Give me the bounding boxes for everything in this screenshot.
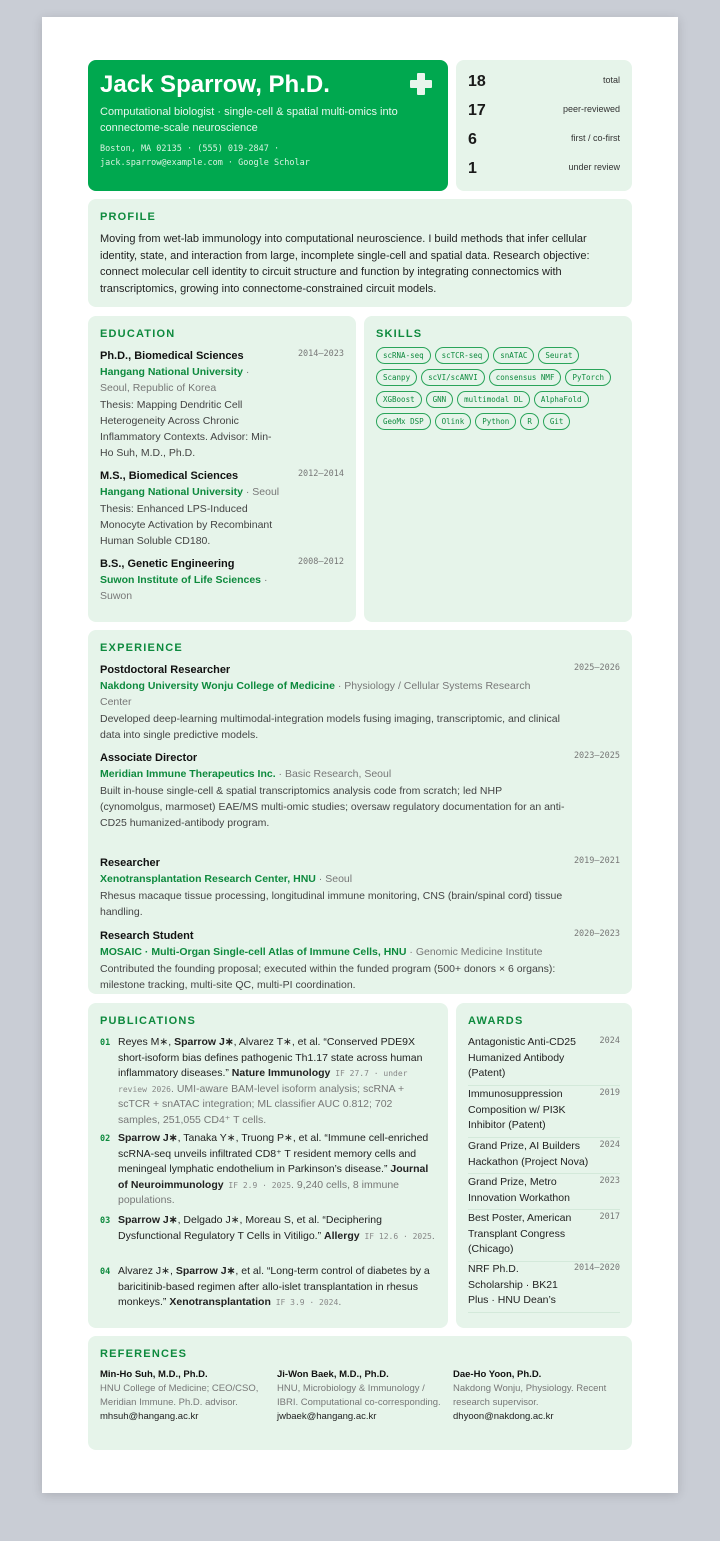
- location: · Seoul: [315, 873, 353, 885]
- publication-title: “Immune cell-enriched scRNA-seq unveils infiltrated CD8⁺ T resident memory cells and meningeal lymphatic endothelium in Parkinson’s disease.”: [118, 1132, 429, 1175]
- institution: MOSAIC · Multi-Organ Single-cell Atlas of Immune Cells, HNU: [100, 946, 407, 958]
- location: · Genomic Medicine Institute: [406, 946, 543, 958]
- education-item: [100, 468, 344, 549]
- impact-meta: IF 27.7 · under review 2026: [118, 1069, 408, 1094]
- profile-text: Moving from wet-lab immunology into computational neuroscience. I build methods that infer cellular identity, state, and interaction from large, incomplete single-cell and spatial data. Research objective: connect molecular cell identity to circuit structure and function by integrating connectomics with transcriptomics, growing into connectome-constrained circuit models.: [100, 233, 590, 295]
- skill-chip: Seurat: [538, 347, 579, 364]
- authors-rest: , Tanaka Y∗, Truong P∗, et al.: [177, 1132, 325, 1144]
- experience-item: [100, 662, 620, 743]
- award-year: 2024: [599, 1036, 620, 1046]
- publication-notes: . UMI-aware BAM-level isoform analysis; scRNA + scTCR + snATAC integration; ML classifier AUC 0.812; 702 samples, 251,055 CD4⁺ T cells.: [118, 1082, 405, 1126]
- job-description: Developed deep-learning multimodal-integration models fusing imaging, transcriptomic, and clinical data into single predictive models.: [100, 713, 560, 741]
- publication-number: 02: [100, 1134, 111, 1144]
- self-author: Sparrow J∗: [118, 1214, 178, 1226]
- award-item: [468, 1262, 620, 1313]
- reference-name: Ji-Won Baek, M.D., Ph.D.: [277, 1369, 389, 1380]
- section-title: EXPERIENCE: [100, 642, 183, 654]
- skill-chip: GNN: [426, 391, 454, 408]
- reference-item: [100, 1368, 266, 1424]
- self-author: Sparrow J∗: [174, 1036, 234, 1048]
- stat-value: 1: [468, 160, 477, 177]
- years: 2020–2023: [573, 929, 620, 939]
- publication-stats: [456, 60, 632, 191]
- skill-chip: GeoMx DSP: [376, 413, 431, 430]
- reference-name: Dae-Ho Yoon, Ph.D.: [453, 1369, 542, 1380]
- authors-rest: , et al.: [235, 1265, 267, 1277]
- stat-value: 17: [468, 102, 486, 119]
- award-title: NRF Ph.D. Scholarship · BK21 Plus · HNU Dean’s: [468, 1263, 558, 1306]
- education-item: [100, 556, 344, 604]
- award-year: 2024: [599, 1140, 620, 1150]
- location: · Basic Research, Seoul: [275, 768, 392, 780]
- stat-under-review: [468, 160, 620, 180]
- impact-meta: IF 12.6 · 2025: [359, 1231, 432, 1241]
- skills-section: [364, 316, 632, 622]
- degree: Ph.D., Biomedical Sciences: [100, 350, 244, 362]
- award-title: Antagonistic Anti-CD25 Humanized Antibody (Patent): [468, 1036, 576, 1079]
- reference-email[interactable]: mhsuh@hangang.ac.kr: [100, 1411, 199, 1422]
- skill-chip: scRNA-seq: [376, 347, 431, 364]
- job-role: Postdoctoral Researcher: [100, 664, 231, 676]
- award-year: 2023: [599, 1176, 620, 1186]
- reference-affiliation: HNU, Microbiology & Immunology / IBRI. Computational co-corresponding.: [277, 1383, 441, 1408]
- publication-item: [100, 1213, 436, 1244]
- skill-chip: Python: [475, 413, 516, 430]
- publication-item: [100, 1264, 436, 1311]
- skill-chip: PyTorch: [565, 369, 611, 386]
- publications-section: [88, 1003, 448, 1328]
- institution: Hangang National University: [100, 486, 243, 498]
- journal: Journal of Neuroimmunology: [118, 1163, 429, 1191]
- institution: Xenotransplantation Research Center, HNU: [100, 873, 316, 885]
- education-item: [100, 348, 344, 461]
- award-year: 2019: [599, 1088, 620, 1098]
- contact-line[interactable]: Boston, MA 02135 · (555) 019-2847 · jack.sparrow@example.com · Google Scholar: [100, 144, 310, 168]
- stat-total: [468, 73, 620, 93]
- stat-label: first / co-first: [571, 133, 620, 143]
- section-title: SKILLS: [376, 328, 423, 340]
- publication-title: “Conserved PDE9X short-isoform bias defines pathogenic Th1.17 state across human inflammatory diseases.”: [118, 1036, 423, 1079]
- journal: Xenotransplantation: [169, 1296, 271, 1308]
- award-title: Grand Prize, AI Builders Hackathon (Project Nova): [468, 1140, 589, 1168]
- institution: Suwon Institute of Life Sciences: [100, 574, 262, 586]
- award-item: [468, 1139, 620, 1174]
- award-title: Best Poster, American Transplant Congress (Chicago): [468, 1212, 572, 1255]
- skill-chip: consensus NMF: [489, 369, 562, 386]
- award-title: Grand Prize, Metro Innovation Workathon: [468, 1176, 570, 1204]
- years: 2014–2023: [297, 349, 344, 359]
- publication-item: [100, 1131, 436, 1209]
- institution: Meridian Immune Therapeutics Inc.: [100, 768, 276, 780]
- job-role: Research Student: [100, 930, 194, 942]
- experience-item: [100, 928, 620, 993]
- award-year: 2014–2020: [573, 1263, 620, 1273]
- publication-title: “Long-term control of diabetes by a baricitinib-based regimen after allo-islet transplantation in rhesus monkeys.”: [118, 1265, 430, 1308]
- stat-value: 6: [468, 131, 477, 148]
- journal: Nature Immunology: [231, 1067, 331, 1079]
- education-section: [88, 316, 356, 622]
- job-role: Associate Director: [100, 752, 198, 764]
- publication-notes: .: [431, 1229, 435, 1242]
- reference-affiliation: Nakdong Wonju, Physiology. Recent research supervisor.: [453, 1383, 607, 1408]
- reference-item: [453, 1368, 619, 1424]
- award-title: Immunosuppression Composition w/ PI3K Inhibitor (Patent): [468, 1088, 566, 1131]
- reference-email[interactable]: jwbaek@hangang.ac.kr: [277, 1411, 377, 1422]
- references-section: [88, 1336, 632, 1450]
- section-title: PROFILE: [100, 211, 157, 223]
- skill-chip: snATAC: [493, 347, 534, 364]
- thesis: Thesis: Mapping Dendritic Cell Heterogeneity Across Chronic Inflammatory Contexts. Advisor: Min-Ho Suh, M.D., Ph.D.: [100, 399, 272, 459]
- award-item: [468, 1175, 620, 1210]
- degree: M.S., Biomedical Sciences: [100, 470, 239, 482]
- tagline: Computational biologist · single-cell & spatial multi-omics into connectome-scale neuroscience: [100, 106, 398, 134]
- award-item: [468, 1087, 620, 1138]
- skill-chip: Scanpy: [376, 369, 417, 386]
- location: · Seoul, Republic of Korea: [100, 366, 250, 394]
- section-title: AWARDS: [468, 1015, 524, 1027]
- authors-rest: , Delgado J∗, Moreau S, et al.: [177, 1214, 323, 1226]
- authors: Alvarez J∗,: [118, 1265, 176, 1277]
- award-item: [468, 1035, 620, 1086]
- skill-chip: R: [520, 413, 539, 430]
- section-title: PUBLICATIONS: [100, 1015, 197, 1027]
- section-title: EDUCATION: [100, 328, 176, 340]
- stat-label: total: [602, 75, 620, 85]
- publication-number: 04: [100, 1267, 111, 1277]
- experience-section: [88, 630, 632, 994]
- resume-page: [42, 17, 678, 1493]
- skill-chip: multimodal DL: [457, 391, 530, 408]
- skill-chip: XGBoost: [376, 391, 422, 408]
- skill-chip: scVI/scANVI: [421, 369, 485, 386]
- experience-item: [100, 855, 620, 920]
- location: · Seoul: [242, 486, 280, 498]
- degree: B.S., Genetic Engineering: [100, 558, 235, 570]
- reference-item: [277, 1368, 443, 1424]
- award-item: [468, 1211, 620, 1262]
- skill-chip: Olink: [435, 413, 472, 430]
- journal: Allergy: [324, 1229, 360, 1242]
- section-title: REFERENCES: [100, 1348, 188, 1360]
- reference-email[interactable]: dhyoon@nakdong.ac.kr: [453, 1411, 554, 1422]
- stat-value: 18: [468, 73, 486, 90]
- authors: Reyes M∗,: [118, 1036, 175, 1048]
- medical-cross-icon: [410, 73, 432, 95]
- stat-label: peer-reviewed: [562, 104, 620, 114]
- self-author: Sparrow J∗: [118, 1132, 178, 1144]
- years: 2025–2026: [573, 663, 620, 673]
- years: 2019–2021: [573, 856, 620, 866]
- stat-peer-reviewed: [468, 102, 620, 122]
- years: 2008–2012: [297, 557, 344, 567]
- location: · Suwon: [100, 574, 268, 602]
- publication-title: “Deciphering Dysfunctional Regulatory T Cells in Vitiligo.”: [118, 1214, 382, 1242]
- awards-section: [456, 1003, 632, 1328]
- skill-chip: Git: [543, 413, 571, 430]
- years: 2012–2014: [297, 469, 344, 479]
- reference-affiliation: HNU College of Medicine; CEO/CSO, Meridian Immune. Ph.D. advisor.: [100, 1383, 259, 1408]
- thesis: Thesis: Enhanced LPS-Induced Monocyte Activation by Recombinant Human Soluble CD180.: [100, 503, 273, 547]
- award-year: 2017: [599, 1212, 620, 1222]
- self-author: Sparrow J∗: [175, 1265, 236, 1277]
- institution: Hangang National University: [100, 366, 243, 378]
- location: · Physiology / Cellular Systems Research Center: [100, 680, 531, 708]
- publication-item: [100, 1035, 436, 1128]
- impact-meta: IF 3.9 · 2024: [270, 1298, 339, 1307]
- institution: Nakdong University Wonju College of Medicine: [100, 680, 335, 692]
- job-description: Contributed the founding proposal; executed within the funded program (500+ donors × 6 organs): milestone tracking, multi-site QC, multi-PI coordination.: [100, 963, 556, 991]
- job-role: Researcher: [100, 857, 160, 869]
- candidate-name: Jack Sparrow, Ph.D.: [100, 71, 330, 98]
- publication-number: 01: [100, 1038, 111, 1048]
- publication-number: 03: [100, 1216, 111, 1226]
- authors-rest: , Alvarez T∗, et al.: [233, 1036, 324, 1048]
- profile-section: [88, 199, 632, 307]
- impact-meta: IF 2.9 · 2025: [223, 1180, 292, 1190]
- publication-notes: . 9,240 cells, 8 immune populations.: [118, 1178, 399, 1206]
- years: 2023–2025: [573, 751, 620, 761]
- job-description: Rhesus macaque tissue processing, longitudinal immune monitoring, CNS (brain/spinal cord) tissue handling.: [100, 890, 563, 918]
- header-banner: [88, 60, 448, 191]
- skill-chip: AlphaFold: [534, 391, 589, 408]
- stat-first-author: [468, 131, 620, 151]
- skill-chip: scTCR-seq: [435, 347, 490, 364]
- job-description: Built in-house single-cell & spatial transcriptomics analysis code from scratch; led NHP (cynomolgus, marmoset) EAE/MS multi-omic studies; oversaw regulatory documentation for an anti-CD25 humanized-antibody program.: [100, 785, 565, 829]
- experience-item: [100, 750, 620, 831]
- stat-label: under review: [568, 162, 620, 172]
- reference-name: Min-Ho Suh, M.D., Ph.D.: [100, 1369, 208, 1380]
- publication-notes: .: [338, 1296, 342, 1308]
- skill-chips: [376, 347, 624, 430]
